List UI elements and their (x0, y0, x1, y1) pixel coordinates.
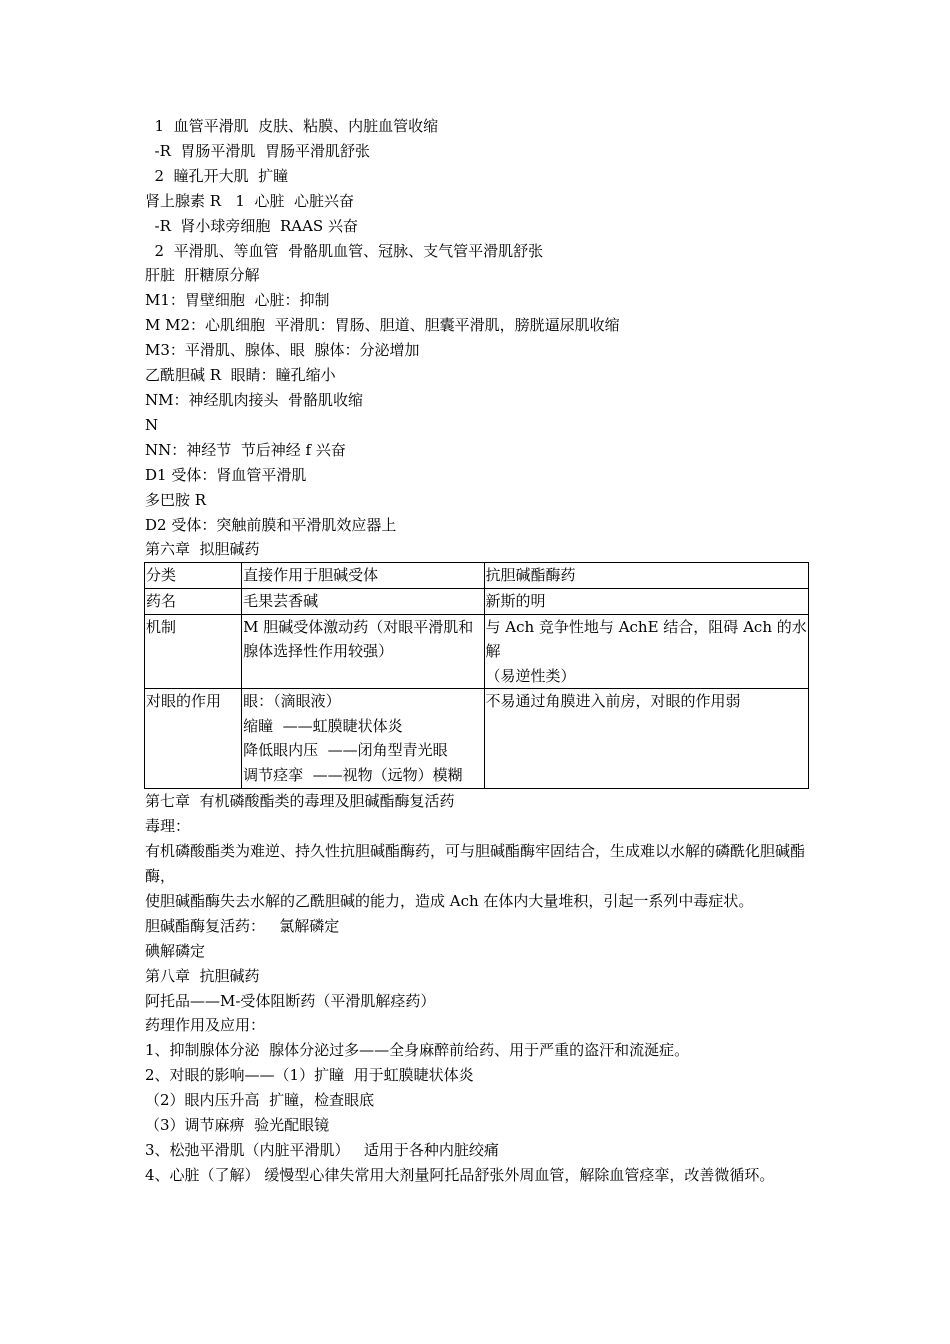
text-line: 多巴胺 R (145, 490, 207, 509)
text-line: 碘解磷定 (145, 941, 206, 960)
text-line: -R 肾小球旁细胞 RAAS 兴奋 (145, 216, 358, 235)
text-line: NN：神经节 节后神经 f 兴奋 (145, 440, 346, 459)
text-line: 肾上腺素 R 1 心脏 心脏兴奋 (145, 191, 354, 210)
text-line: 阿托品——M-受体阻断药（平滑肌解痉药） (145, 991, 436, 1010)
table-cell: 直接作用于胆碱受体 (242, 563, 484, 589)
text-line: 2 瞳孔开大肌 扩瞳 (145, 166, 289, 185)
text-line: 毒理： (145, 817, 191, 836)
drug-comparison-table (144, 562, 809, 789)
chapter-heading: 第八章 抗胆碱药 (145, 966, 260, 985)
table-row (145, 689, 809, 789)
text-line: 3、松弛平滑肌（内脏平滑肌） 适用于各种内脏绞痛 (145, 1140, 499, 1159)
table-cell: 药名 (145, 588, 242, 614)
table-cell: 抗胆碱酯酶药 (484, 563, 809, 589)
text-line: 1、抑制腺体分泌 腺体分泌过多——全身麻醉前给药、用于严重的盗汗和流涎症。 (145, 1041, 690, 1060)
table-cell: 分类 (145, 563, 242, 589)
table-cell: 不易通过角膜进入前房，对眼的作用弱 (484, 689, 809, 789)
table-cell: 机制 (145, 614, 242, 689)
text-line: M M2：心肌细胞 平滑肌：胃肠、胆道、胆囊平滑肌，膀胱逼尿肌收缩 (145, 316, 620, 335)
top-section (145, 114, 810, 562)
text-line: 使胆碱酯酶失去水解的乙酰胆碱的能力，造成 Ach 在体内大量堆积，引起一系列中毒症状。 (145, 891, 754, 910)
table-cell: 眼：（滴眼液） 缩瞳 ——虹膜睫状体炎 降低眼内压 ——闭角型青光眼 调节痉挛 ——视物（远物）模糊 (242, 689, 484, 789)
text-line: M1：胃壁细胞 心脏：抑制 (145, 291, 330, 310)
text-line: （3）调节麻痹 验光配眼镜 (145, 1116, 330, 1135)
text-line: M3：平滑肌、腺体、眼 腺体：分泌增加 (145, 341, 420, 360)
text-line: 乙酰胆碱 R 眼睛：瞳孔缩小 (145, 366, 336, 385)
text-paragraph: 4、心脏（了解） 缓慢型心律失常用大剂量阿托品舒张外周血管，解除血管痉挛，改善微循环。 (145, 1165, 775, 1184)
text-paragraph: 有机磷酸酯类为难逆、持久性抗胆碱酯酶药，可与胆碱酯酶牢固结合，生成难以水解的磷酰化胆碱酯酶， (145, 842, 806, 885)
text-line: 胆碱酯酶复活药： 氯解磷定 (145, 916, 340, 935)
text-line: 肝脏 肝糖原分解 (145, 266, 260, 285)
table-row (145, 614, 809, 689)
text-line: 2 平滑肌、等血管 骨骼肌血管、冠脉、支气管平滑肌舒张 (145, 241, 544, 260)
table-cell: M 胆碱受体激动药（对眼平滑肌和腺体选择性作用较强） (242, 614, 484, 689)
text-line: NM：神经肌肉接头 骨骼肌收缩 (145, 390, 364, 409)
text-line: N (145, 415, 159, 434)
chapter-heading: 第六章 拟胆碱药 (145, 540, 260, 559)
text-line: 药理作用及应用： (145, 1016, 266, 1035)
chapter-heading: 第七章 有机磷酸酯类的毒理及胆碱酯酶复活药 (145, 792, 455, 811)
text-line: （2）眼内压升高 扩瞳，检查眼底 (145, 1091, 375, 1110)
document-page (145, 114, 810, 1188)
text-line: 1 血管平滑肌 皮肤、粘膜、内脏血管收缩 (145, 117, 439, 135)
text-line: D2 受体：突触前膜和平滑肌效应器上 (145, 515, 397, 534)
table-cell: 与 Ach 竞争性地与 AchE 结合，阻碍 Ach 的水解 （易逆性类） (484, 614, 809, 689)
text-line: D1 受体：肾血管平滑肌 (145, 465, 307, 484)
text-line: -R 胃肠平滑肌 胃肠平滑肌舒张 (145, 141, 370, 160)
bottom-section (145, 789, 810, 1188)
table-cell: 对眼的作用 (145, 689, 242, 789)
table-cell: 新斯的明 (484, 588, 809, 614)
table-row (145, 563, 809, 589)
text-line: 2、对眼的影响——（1）扩瞳 用于虹膜睫状体炎 (145, 1066, 474, 1085)
table-row (145, 588, 809, 614)
table-cell: 毛果芸香碱 (242, 588, 484, 614)
